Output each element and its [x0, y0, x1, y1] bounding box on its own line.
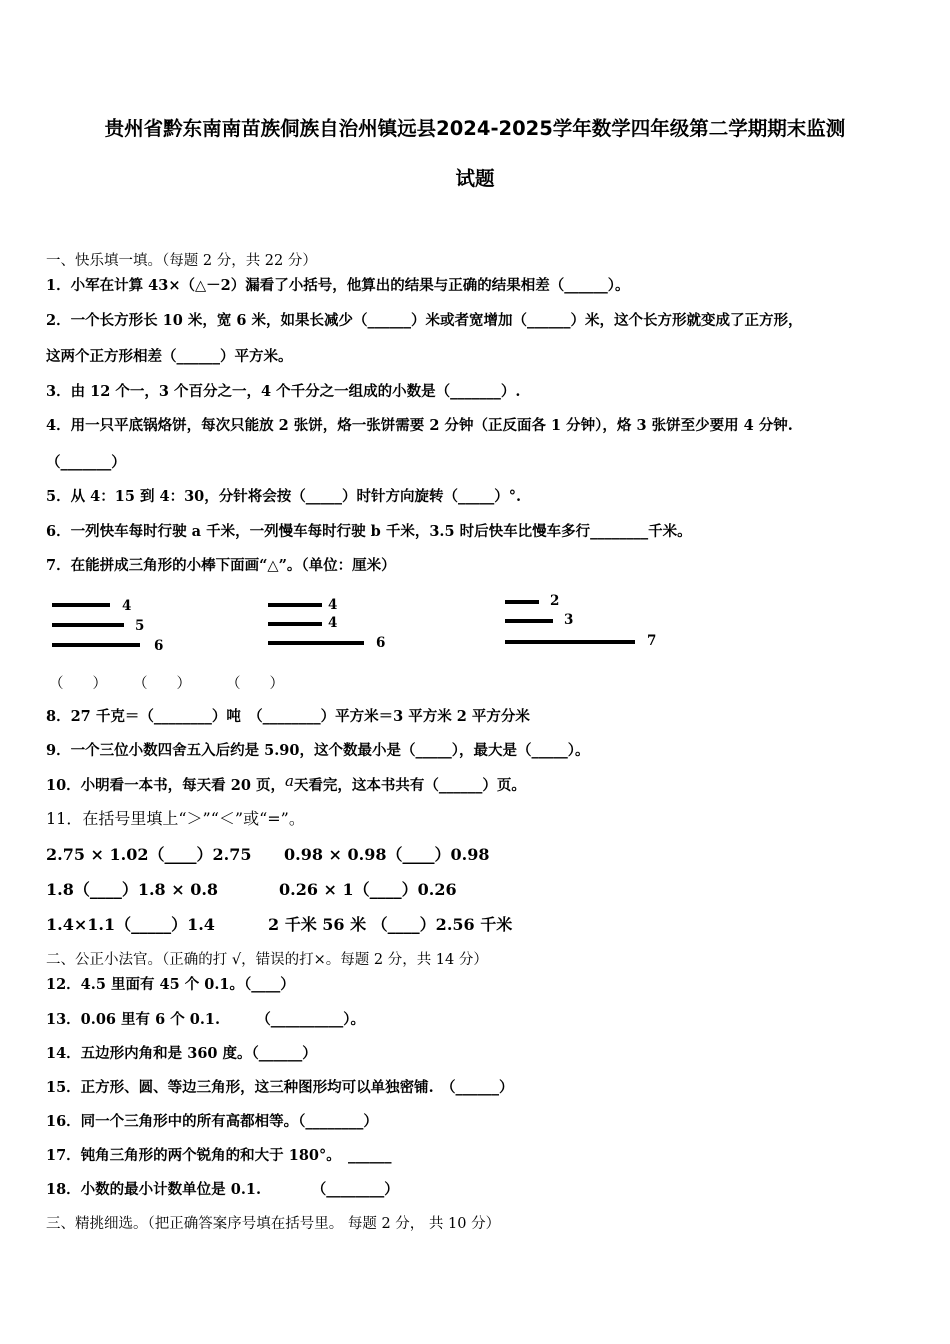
stick-label: 4 — [122, 598, 132, 614]
stick-label: 2 — [550, 593, 560, 609]
question-2: 2．一个长方形长 10 米，宽 6 米，如果长减少（______）米或者宽增加（______）米，这个长方形就变成了正方形， — [46, 312, 803, 329]
question-12: 12．4.5 里面有 45 个 0.1。（____） — [46, 976, 295, 993]
answer-paren: （ ） — [226, 676, 284, 692]
stick-label: 4 — [328, 597, 338, 613]
stick — [52, 603, 110, 607]
stick-label: 3 — [564, 612, 574, 628]
compare-item: 2 千米 56 米 （____）2.56 千米 — [268, 915, 513, 934]
question-10-text: 10．小明看一本书，每天看 20 页， — [46, 777, 285, 794]
question-18: 18．小数的最小计数单位是 0.1. （________） — [46, 1181, 399, 1198]
stick-label: 7 — [647, 633, 657, 649]
question-11: 11．在括号里填上“＞”“＜”或“=”。 — [46, 809, 305, 828]
question-14: 14．五边形内角和是 360 度。（______） — [46, 1045, 317, 1062]
question-8: 8．27 千克＝（________）吨 （________）平方米＝3 平方米 2 平方分米 — [46, 708, 530, 725]
compare-item: 0.98 × 0.98（____）0.98 — [284, 845, 490, 864]
answer-paren: （ ） — [49, 676, 107, 692]
question-13: 13．0.06 里有 6 个 0.1. （__________）。 — [46, 1011, 366, 1028]
question-4: 4．用一只平底锅烙饼，每次只能放 2 张饼，烙一张饼需要 2 分钟（正反面各 1 分钟），烙 3 张饼至少要用 4 分钟. — [46, 417, 793, 434]
stick — [505, 619, 553, 623]
stick-label: 4 — [328, 615, 338, 631]
section2-heading: 二、公正小法官。（正确的打 √，错误的打×。每题 2 分，共 14 分） — [46, 952, 488, 968]
question-15: 15．正方形、圆、等边三角形，这三种图形均可以单独密铺. （______） — [46, 1079, 514, 1096]
stick-label: 6 — [154, 638, 164, 654]
answer-paren: （ ） — [133, 676, 191, 692]
question-5: 5．从 4：15 到 4：30，分针将会按（_____）时针方向旋转（_____）°. — [46, 488, 522, 505]
stick — [52, 643, 140, 647]
section1-heading: 一、快乐填一填。（每题 2 分，共 22 分） — [46, 253, 317, 269]
stick-label: 5 — [135, 618, 145, 634]
section3-heading: 三、精挑细选。（把正确答案序号填在括号里。 每题 2 分， 共 10 分） — [46, 1216, 501, 1232]
question-9: 9．一个三位小数四舍五入后约是 5.90，这个数最小是（_____），最大是（_____）。 — [46, 742, 590, 759]
stick — [505, 600, 539, 604]
compare-item: 1.4×1.1（_____）1.4 — [46, 915, 215, 934]
question-2-continued: 这两个正方形相差（______）平方米。 — [46, 348, 293, 365]
question-10 — [46, 772, 526, 796]
compare-item: 2.75 × 1.02（____）2.75 — [46, 845, 252, 864]
page-title: 贵州省黔东南南苗族侗族自治州镇远县2024-2025学年数学四年级第二学期期末监测 — [104, 117, 846, 140]
question-4-answer: （_______） — [46, 454, 126, 471]
question-3: 3．由 12 个一，3 个百分之一，4 个千分之一组成的小数是（_______）. — [46, 383, 521, 400]
stick — [52, 623, 124, 627]
compare-item: 0.26 × 1（____）0.26 — [279, 880, 457, 899]
stick — [505, 640, 635, 644]
question-10-text-end: 天看完，这本书共有（______）页。 — [293, 777, 526, 794]
question-16: 16．同一个三角形中的所有高都相等。（________） — [46, 1113, 378, 1130]
question-17: 17．钝角三角形的两个锐角的和大于 180°。 ______ — [46, 1147, 392, 1164]
stick — [268, 641, 364, 645]
stick — [268, 622, 322, 626]
question-7: 7．在能拼成三角形的小棒下面画“△”。（单位：厘米） — [46, 557, 396, 574]
page-title-continued: 试题 — [455, 167, 495, 190]
stick — [268, 603, 322, 607]
question-6: 6．一列快车每时行驶 a 千米，一列慢车每时行驶 b 千米，3.5 时后快车比慢车多行________千米。 — [46, 523, 692, 540]
question-1: 1．小军在计算 43×（△－2）漏看了小括号，他算出的结果与正确的结果相差（______）。 — [46, 277, 630, 294]
stick-label: 6 — [376, 635, 386, 651]
compare-item: 1.8（____）1.8 × 0.8 — [46, 880, 219, 899]
variable-a: a — [284, 772, 294, 790]
